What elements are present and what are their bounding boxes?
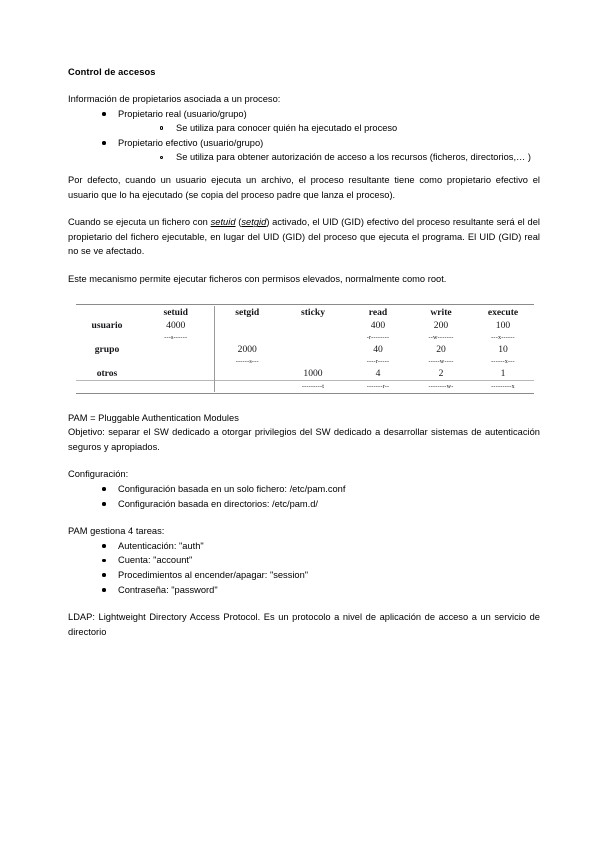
list-item	[158, 121, 540, 136]
pam-config-item-label: Configuración basada en directorios: /etc/pam.d/	[118, 498, 318, 509]
permissions-table	[76, 306, 534, 392]
pam-config-list	[68, 482, 540, 511]
mask-grupo-setuid	[138, 356, 214, 367]
mask-grupo-sticky	[280, 356, 346, 367]
cell-otros-read: 4	[375, 367, 381, 379]
pam-task-label: Cuenta: "account"	[118, 555, 193, 566]
owner-sub-list	[118, 150, 540, 165]
table-top-rule	[76, 304, 534, 305]
table-mask-row	[76, 356, 534, 367]
pam-objetivo: Objetivo: separar el SW dedicado a otorgar privilegios del SW dedicado a desarrollar sistemas de autenticación seguros y apropiados.	[68, 427, 540, 452]
cell-grupo-setuid	[138, 343, 214, 356]
table-row	[76, 343, 534, 356]
column-header-read: read	[368, 306, 388, 318]
cell-usuario-read: 400	[370, 319, 386, 331]
mask-usuario-execute: ---x------	[491, 333, 515, 341]
list-item	[100, 539, 540, 554]
list-item	[100, 583, 540, 598]
list-item	[100, 482, 540, 497]
cell-otros-sticky: 1000	[303, 367, 323, 379]
bullet-label: Propietario real (usuario/grupo)	[118, 108, 247, 119]
column-header-sticky: sticky	[301, 306, 325, 318]
cell-usuario-setgid	[214, 319, 280, 332]
cell-otros-write: 2	[438, 367, 444, 379]
page-title: Control de accesos	[68, 67, 156, 77]
cell-usuario-write: 200	[433, 319, 449, 331]
paragraph-default-owner: Por defecto, cuando un usuario ejecuta un archivo, el proceso resultante tiene como propietario efectivo el usuario que lo ha ejecutado (se copia del proceso padre que lanza el proceso).	[68, 175, 540, 200]
list-item	[100, 136, 540, 165]
table-row	[76, 319, 534, 332]
table-mask-row	[76, 380, 534, 392]
owner-bullet-list	[68, 107, 540, 165]
pam-tasks-heading: PAM gestiona 4 tareas:	[68, 526, 165, 537]
pam-definition: PAM = Pluggable Authentication Modules	[68, 412, 239, 423]
pam-task-label: Autenticación: "auth"	[118, 540, 204, 551]
setuid-text-part2: (	[235, 217, 242, 228]
cell-usuario-setuid: 4000	[166, 319, 186, 331]
table-header-row	[76, 306, 534, 319]
pam-task-label: Procedimientos al encender/apagar: "session"	[118, 569, 309, 580]
cell-usuario-execute: 100	[495, 319, 511, 331]
mask-otros-setgid	[214, 380, 280, 392]
setuid-text-part3: ) activado, el UID (GID) efectivo del proceso resultante será el del propietario del fichero ejecutable, en lugar del UID (GID) del proceso que ejecuta el programa. El UID (GID) real no se ve afectado.	[68, 217, 540, 257]
mask-usuario-setgid	[214, 332, 280, 343]
mask-usuario-read: -r--------	[366, 333, 390, 341]
cell-grupo-execute: 10	[498, 343, 508, 355]
cell-grupo-setgid: 2000	[214, 343, 280, 356]
sub-bullet-label: Se utiliza para conocer quién ha ejecutado el proceso	[176, 123, 398, 134]
owner-sub-list	[118, 121, 540, 136]
bullet-label: Propietario efectivo (usuario/grupo)	[118, 137, 264, 148]
cell-otros-setuid	[138, 367, 214, 381]
cell-grupo-write: 20	[436, 343, 446, 355]
pam-task-label: Contraseña: "password"	[118, 584, 218, 595]
column-header-setgid: setgid	[214, 306, 280, 319]
mask-usuario-write: --w-------	[428, 333, 454, 341]
column-header-setuid: setuid	[163, 306, 189, 318]
cell-usuario-sticky	[280, 319, 346, 332]
list-item	[100, 497, 540, 512]
cell-otros-execute: 1	[500, 367, 506, 379]
mask-spacer	[76, 356, 138, 367]
mask-grupo-setgid: ------s---	[214, 356, 280, 367]
cell-grupo-read: 40	[373, 343, 383, 355]
mask-otros-sticky: ---------t	[280, 380, 346, 392]
column-header-execute: execute	[487, 306, 519, 318]
mask-otros-read: -------r--	[346, 380, 410, 392]
paragraph-setuid	[68, 215, 540, 259]
pam-config-item-label: Configuración basada en un solo fichero: /etc/pam.conf	[118, 483, 346, 494]
mask-spacer	[76, 332, 138, 343]
mask-usuario-sticky	[280, 332, 346, 343]
list-item	[100, 568, 540, 583]
list-item	[100, 107, 540, 136]
mask-otros-setuid	[138, 380, 214, 392]
mask-grupo-write: -----w----	[428, 357, 454, 365]
pam-tasks-list	[68, 539, 540, 597]
row-label-usuario: usuario	[91, 319, 123, 331]
paragraph-mecanismo: Este mecanismo permite ejecutar ficheros con permisos elevados, normalmente como root.	[68, 274, 447, 285]
permissions-table-wrapper	[68, 304, 540, 394]
mask-grupo-read: ----r-----	[366, 357, 390, 365]
list-item	[100, 553, 540, 568]
row-label-grupo: grupo	[94, 343, 120, 355]
cell-otros-setgid	[214, 367, 280, 381]
table-row	[76, 367, 534, 381]
row-label-otros: otros	[96, 367, 118, 379]
setgid-keyword: setgid	[241, 217, 267, 228]
intro-line: Información de propietarios asociada a un proceso:	[68, 94, 281, 105]
setuid-text-part1: Cuando se ejecuta un fichero con	[68, 217, 211, 228]
column-header-write: write	[430, 306, 452, 318]
sub-bullet-label: Se utiliza para obtener autorización de acceso a los recursos (ficheros, directorios,… )	[176, 152, 531, 163]
mask-otros-write: --------w-	[410, 380, 472, 392]
pam-config-heading: Configuración:	[68, 469, 129, 480]
list-item	[158, 150, 540, 165]
mask-grupo-execute: ------x---	[491, 357, 515, 365]
mask-spacer	[76, 380, 138, 392]
mask-usuario-setuid: ---s------	[164, 333, 188, 341]
cell-grupo-sticky	[280, 343, 346, 356]
mask-otros-execute: ---------x	[472, 380, 534, 392]
table-mask-row	[76, 332, 534, 343]
ldap-paragraph: LDAP: Lightweight Directory Access Protocol. Es un protocolo a nivel de aplicación de acceso a un servicio de directorio	[68, 612, 540, 637]
setuid-keyword: setuid	[210, 217, 236, 228]
corner-cell	[76, 306, 138, 319]
